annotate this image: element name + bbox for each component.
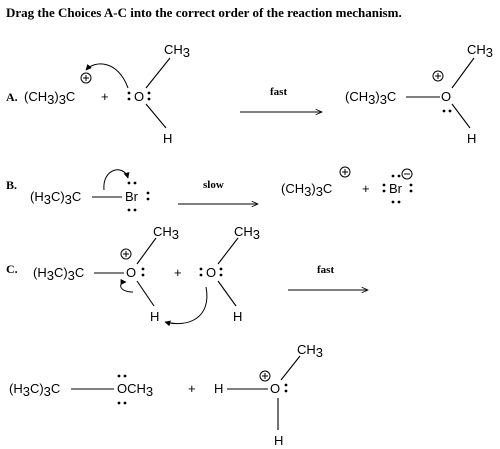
choice-c-product-h-bottom: H (274, 433, 284, 448)
choice-b-label: B. (6, 178, 18, 192)
lone-pair-icon (200, 268, 203, 277)
lone-pair-icon (285, 384, 288, 393)
choice-a[interactable] (6, 42, 493, 146)
curved-arrow-icon (86, 64, 128, 88)
lone-pair-icon (142, 268, 145, 277)
lone-pair-icon (148, 92, 151, 101)
lone-pair-icon (443, 110, 452, 113)
choice-c[interactable] (6, 224, 368, 448)
lone-pair-icon (128, 182, 137, 185)
choice-b-reactant-bromine: Br (125, 189, 138, 204)
choice-a-product-methyl: CH3 (467, 42, 494, 60)
lone-pair-icon (392, 201, 401, 204)
choice-c-product-plus: + (188, 381, 196, 396)
choice-c-plus: + (174, 265, 182, 280)
choice-c-product-methyl: CH3 (297, 342, 324, 360)
choice-c-label: C. (6, 262, 18, 276)
choice-c-condition: fast (317, 264, 335, 276)
choice-a-plus: + (101, 89, 109, 104)
positive-charge-icon (121, 249, 131, 259)
choice-a-condition: fast (270, 86, 288, 98)
choice-a-methanol-h: H (163, 131, 173, 146)
choice-c-product-group: (H3C)3C (9, 381, 61, 399)
choice-c-reactant-group: (H3C)3C (33, 265, 85, 283)
choice-b[interactable] (6, 167, 412, 211)
choice-c-methanol-h: H (233, 309, 243, 324)
choice-c-methanol-methyl: CH3 (234, 224, 261, 242)
curved-arrow-icon (165, 287, 207, 324)
lone-pair-icon (118, 375, 127, 378)
lone-pair-icon (128, 209, 137, 212)
choice-c-product-oxygen: O (270, 381, 281, 396)
lone-pair-icon (392, 175, 401, 178)
choice-b-product-bromine: Br (389, 181, 402, 196)
curved-arrow-icon (104, 170, 128, 190)
instruction-title: Drag the Choices A-C into the correct order of the reaction mechanism. (6, 5, 402, 20)
choice-b-condition: slow (203, 179, 224, 191)
choice-c-product-h-left: H (214, 381, 224, 396)
lone-pair-icon (147, 192, 150, 201)
choice-a-methanol-methyl: CH3 (164, 42, 191, 60)
choice-b-plus: + (362, 181, 370, 196)
lone-pair-icon (383, 184, 386, 193)
lone-pair-icon (220, 268, 223, 277)
choice-b-reactant-group: (H3C)3C (30, 189, 82, 207)
positive-charge-icon (81, 73, 91, 83)
positive-charge-icon (433, 71, 443, 81)
choice-a-product-oxygen: O (441, 89, 452, 104)
positive-charge-icon (340, 167, 350, 177)
negative-charge-icon (402, 169, 412, 179)
choice-c-reactant-oxygen: O (126, 265, 137, 280)
choice-a-methanol-oxygen: O (134, 89, 145, 104)
choice-c-methanol-oxygen: O (206, 265, 217, 280)
choice-a-product-h: H (467, 131, 477, 146)
lone-pair-icon (410, 184, 413, 193)
choice-b-product-cation: (CH3)3C (281, 181, 333, 199)
lone-pair-icon (118, 402, 127, 405)
positive-charge-icon (260, 371, 270, 381)
curved-arrow-icon (121, 282, 133, 292)
choice-a-reactant-cation: (CH3)3C (24, 89, 76, 107)
lone-pair-icon (128, 92, 131, 101)
choice-c-product-ether: OCH3 (117, 381, 154, 399)
choice-a-product-group: (CH3)3C (345, 89, 397, 107)
choice-c-reactant-methyl: CH3 (153, 224, 180, 242)
choice-a-label: A. (6, 90, 18, 104)
choice-c-reactant-h: H (150, 309, 160, 324)
